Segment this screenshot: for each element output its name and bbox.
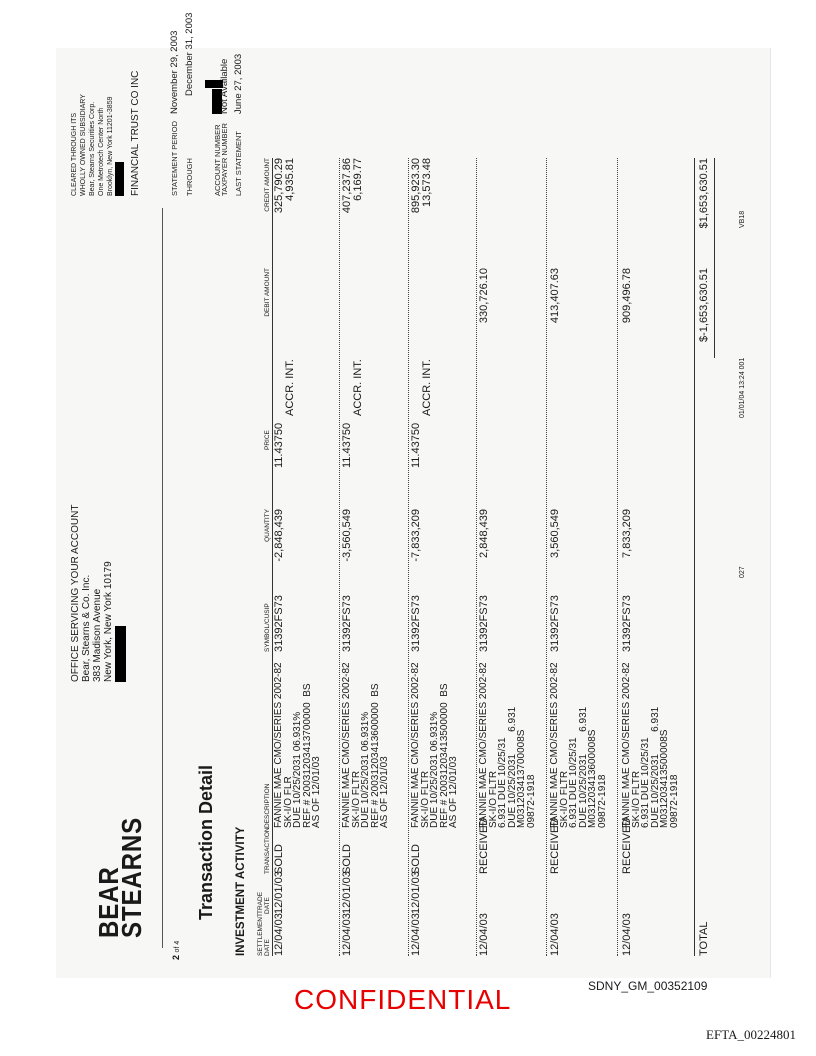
total-underline: [714, 158, 715, 358]
debit-amount: 330,726.10: [478, 268, 490, 324]
col-transaction: TRANSACTION: [264, 827, 271, 874]
subsection-title: INVESTMENT ACTIVITY: [235, 826, 247, 956]
header-rule: [162, 208, 163, 948]
transaction-type: RECEIVED: [549, 817, 561, 874]
trade-date: 12/01/03: [341, 871, 353, 914]
credit-amount: 407,237.86: [341, 158, 353, 214]
quantity: 3,560,549: [549, 509, 561, 558]
page-number: 2 of 4: [171, 940, 181, 960]
scanned-page: [56, 12, 771, 978]
transaction-type: RECEIVED: [621, 817, 633, 874]
quantity: -3,560,549: [341, 509, 353, 562]
cusip: 31392FS73: [410, 595, 422, 652]
quantity: -2,848,439: [273, 509, 285, 562]
cusip: 31392FS73: [273, 595, 285, 652]
table-row: [479, 148, 543, 978]
settlement-date: 12/04/03: [273, 913, 285, 956]
table-row: [342, 148, 402, 978]
row-divider: [408, 158, 409, 956]
settlement-date: 12/04/03: [410, 913, 422, 956]
transaction-type: RECEIVED: [478, 817, 490, 874]
settlement-date: 12/04/03: [478, 913, 490, 956]
transaction-type: SOLD: [341, 844, 353, 874]
col-symbol-cusip: SYMBOL/CUSIP: [264, 603, 271, 652]
cusip: 31392FS73: [341, 595, 353, 652]
section-title: Transaction Detail: [196, 764, 216, 920]
debit-amount: 413,407.63: [549, 268, 561, 324]
table-row: [550, 148, 614, 978]
trade-date: 12/01/03: [410, 871, 422, 914]
table-row: [274, 148, 334, 978]
accrued-interest-amount: 6,169.77: [352, 158, 364, 201]
row-divider: [617, 158, 618, 956]
statement-info: STATEMENT PERIODNovember 29, 2003 THROUGHDecember 31, 2003 ACCOUNT NUMBER TAXPAYER NUMBERNot Available LAST STATEMENTJune 27, 2003: [169, 12, 244, 196]
description: FANNIE MAE CMO/SERIES 2002-82 SK-I/O FLTR 6.931 DUE 10/25/31 DUE 10/25/2031 6.931 M031203413600008S 09872-1918: [549, 662, 608, 828]
total-rule: [694, 158, 695, 956]
quantity: 2,848,439: [478, 509, 490, 558]
cusip: 31392FS73: [549, 595, 561, 652]
accrued-interest-label: ACCR. INT.: [352, 359, 364, 416]
col-settlement-date: SETTLEMENT DATE: [257, 913, 271, 956]
row-divider: [339, 158, 340, 956]
col-description: DESCRIPTION: [264, 783, 271, 828]
accrued-interest-amount: 13,573.48: [421, 158, 433, 207]
row-divider: [546, 158, 547, 956]
transaction-type: SOLD: [410, 844, 422, 874]
print-date-code: 01/01/04 13:24 001: [739, 357, 746, 418]
row-divider: [476, 158, 477, 956]
credit-amount: 895,923.30: [410, 158, 422, 214]
accrued-interest-label: ACCR. INT.: [284, 359, 296, 416]
form-code: VB18: [739, 210, 746, 228]
page-code: 027: [739, 566, 746, 578]
description: FANNIE MAE CMO/SERIES 2002-82 SK-I/O FLTR DUE 10/25/2031 06.931% REF # 20031203413600000 BS AS OF 12/01/03: [341, 662, 390, 828]
accrued-interest-label: ACCR. INT.: [421, 359, 433, 416]
table-row: [622, 148, 686, 978]
clearing-firm: CLEARED THROUGH ITS WHOLLY OWNED SUBSIDIARY Bear, Stearns Securities Corp. One Metrotech Center North Brooklyn, New York 11201-3859 FINANCIAL TRUST CO INC: [71, 70, 141, 196]
accrued-interest-amount: 4,935.81: [284, 158, 296, 201]
bear-stearns-logo: BEAR STEARNS: [93, 816, 147, 938]
description: FANNIE MAE CMO/SERIES 2002-82 SK-I/O FLTR 6.931 DUE 10/25/31 DUE 10/25/2031 6.931 M031203413500008S 09872-1918: [621, 662, 680, 828]
cusip: 31392FS73: [478, 595, 490, 652]
col-quantity: QUANTITY: [264, 509, 271, 542]
description: FANNIE MAE CMO/SERIES 2002-82 SK-I/O FLR DUE 10/25/2031 06.931% REF # 20031203413700000 BS AS OF 12/01/03: [273, 662, 322, 828]
transaction-type: SOLD: [273, 844, 285, 874]
price: 11.43750: [273, 422, 285, 468]
quantity: 7,833,209: [621, 509, 633, 558]
price: 11.43750: [341, 422, 353, 468]
credit-amount: 325,790.29: [273, 158, 285, 214]
description: FANNIE MAE CMO/SERIES 2002-82 SK-I/O FLTR 6.931 DUE 10/25/31 DUE 10/25/2031 6.931 M031203413700008S 09872-1918: [478, 662, 537, 828]
confidential-stamp: CONFIDENTIAL: [294, 984, 512, 1015]
description: FANNIE MAE CMO/SERIES 2002-82 SK-I/O FLTR DUE 10/25/2031 06.931% REF # 20031203413500000 BS AS OF 12/01/03: [410, 662, 459, 828]
col-credit-amount: CREDIT AMOUNT: [264, 158, 271, 212]
settlement-date: 12/04/03: [621, 913, 633, 956]
price: 11.43750: [410, 422, 422, 468]
quantity: -7,833,209: [410, 509, 422, 562]
debit-amount: 909,496.78: [621, 268, 633, 324]
trade-date: 12/01/03: [273, 871, 285, 914]
col-trade-date: TRADE DATE: [257, 891, 271, 914]
efta-number: EFTA_00224801: [706, 1027, 796, 1042]
settlement-date: 12/04/03: [341, 913, 353, 956]
client-name: FINANCIAL TRUST CO INC: [130, 70, 141, 196]
redaction-bar: [115, 626, 126, 682]
table-row: [411, 148, 471, 978]
office-address: OFFICE SERVICING YOUR ACCOUNT Bear, Stearns & Co. Inc. 383 Madison Avenue New York, New York 10179: [70, 505, 129, 682]
total-debit: $-1,653,630.51: [698, 268, 710, 343]
bates-number: SDNY_GM_00352109: [588, 979, 708, 993]
total-credit: $1,653,630.51: [698, 158, 710, 229]
redaction-bar: [115, 162, 124, 196]
cusip: 31392FS73: [621, 595, 633, 652]
col-price: PRICE: [264, 430, 271, 450]
total-label: TOTAL: [698, 921, 710, 956]
col-debit-amount: DEBIT AMOUNT: [264, 268, 271, 317]
settlement-date: 12/04/03: [549, 913, 561, 956]
rotated-statement: [56, 12, 770, 978]
